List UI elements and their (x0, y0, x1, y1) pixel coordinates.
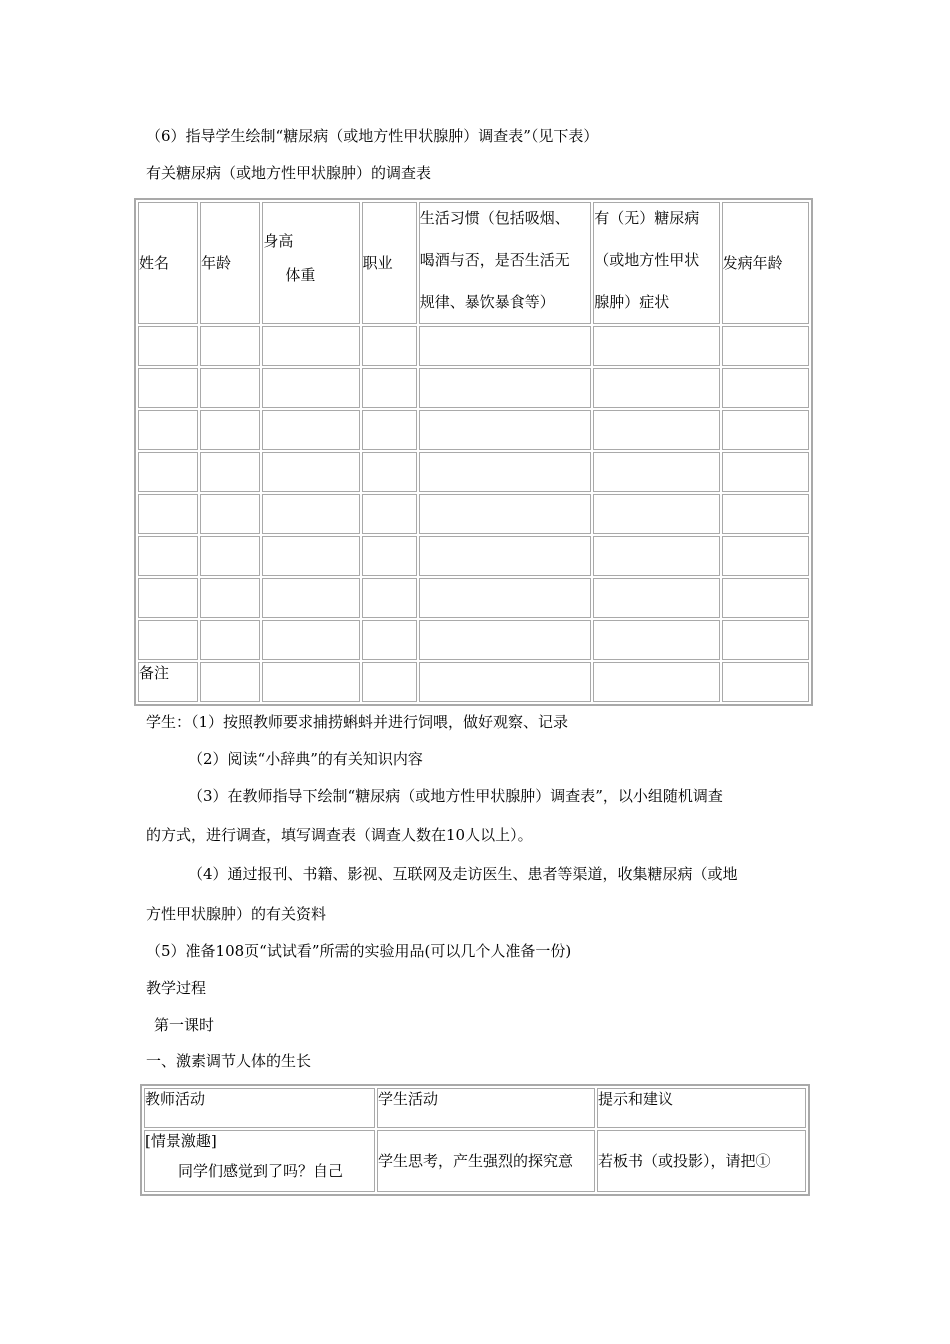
process-table (140, 1084, 810, 1196)
teacher-line-1: [情景激趣] (145, 1132, 217, 1150)
header-name: 姓名 (138, 202, 198, 324)
table-row (138, 368, 809, 408)
header-habit-l3: 规律、暴饮暴食等） (419, 293, 555, 311)
header-hint: 提示和建议 (597, 1088, 806, 1128)
header-student: 学生活动 (377, 1088, 595, 1128)
intro-line: （6）指导学生绘制“糖尿病（或地方性甲状腺肿）调查表”（见下表） (146, 127, 599, 145)
header-habit-l1: 生活习惯（包括吸烟、 (419, 209, 570, 227)
header-symptom-l1: 有（无）糖尿病 (594, 209, 700, 227)
survey-table (134, 198, 813, 706)
header-symptom-l2: （或地方性甲状 (594, 251, 700, 269)
section-heading: 一、激素调节人体的生长 (146, 1052, 312, 1070)
header-weight: 体重 (285, 266, 316, 284)
student-item-2: （2）阅读“小辞典”的有关知识内容 (188, 750, 423, 768)
student-cell: 学生思考，产生强烈的探究意 (377, 1130, 595, 1192)
header-height-weight (262, 202, 359, 324)
header-habit-l2: 喝酒与否，是否生活无 (419, 251, 570, 269)
table-row (138, 578, 809, 618)
remark-label: 备注 (138, 662, 198, 702)
lesson-label: 第一课时 (154, 1016, 215, 1034)
table-row (144, 1130, 806, 1192)
header-teacher: 教师活动 (144, 1088, 375, 1128)
table-row (138, 536, 809, 576)
header-onset: 发病年龄 (722, 202, 809, 324)
header-job: 职业 (362, 202, 417, 324)
student-item-4a: （4）通过报刊、书籍、影视、互联网及走访医生、患者等渠道，收集糖尿病（或地 (188, 865, 738, 883)
table-row (138, 620, 809, 660)
header-height: 身高 (263, 232, 294, 250)
header-symptom (593, 202, 719, 324)
process-header-row (144, 1088, 806, 1128)
table-row (138, 410, 809, 450)
process-title: 教学过程 (146, 979, 207, 997)
teacher-line-2: 同学们感觉到了吗？自己 (178, 1162, 344, 1180)
header-symptom-l3: 腺肿）症状 (594, 293, 670, 311)
student-item-1: 学生：（1）按照教师要求捕捞蝌蚪并进行饲喂，做好观察、记录 (146, 713, 569, 731)
table-row (138, 494, 809, 534)
table-row (138, 452, 809, 492)
student-item-3a: （3）在教师指导下绘制“糖尿病（或地方性甲状腺肿）调查表”，以小组随机调查 (188, 787, 723, 805)
hint-cell: 若板书（或投影），请把① (597, 1130, 806, 1192)
header-habit (419, 202, 592, 324)
student-item-4b: 方性甲状腺肿）的有关资料 (146, 905, 327, 923)
table-title: 有关糖尿病（或地方性甲状腺肿）的调查表 (146, 164, 432, 182)
student-item-5: （5）准备108页“试试看”所需的实验用品(可以几个人准备一份) (146, 942, 572, 960)
student-item-3b: 的方式，进行调查，填写调查表（调查人数在10人以上）。 (146, 826, 533, 844)
remark-row (138, 662, 809, 702)
teacher-cell (144, 1130, 375, 1192)
survey-header-row (138, 202, 809, 324)
header-age: 年龄 (200, 202, 260, 324)
table-row (138, 326, 809, 366)
